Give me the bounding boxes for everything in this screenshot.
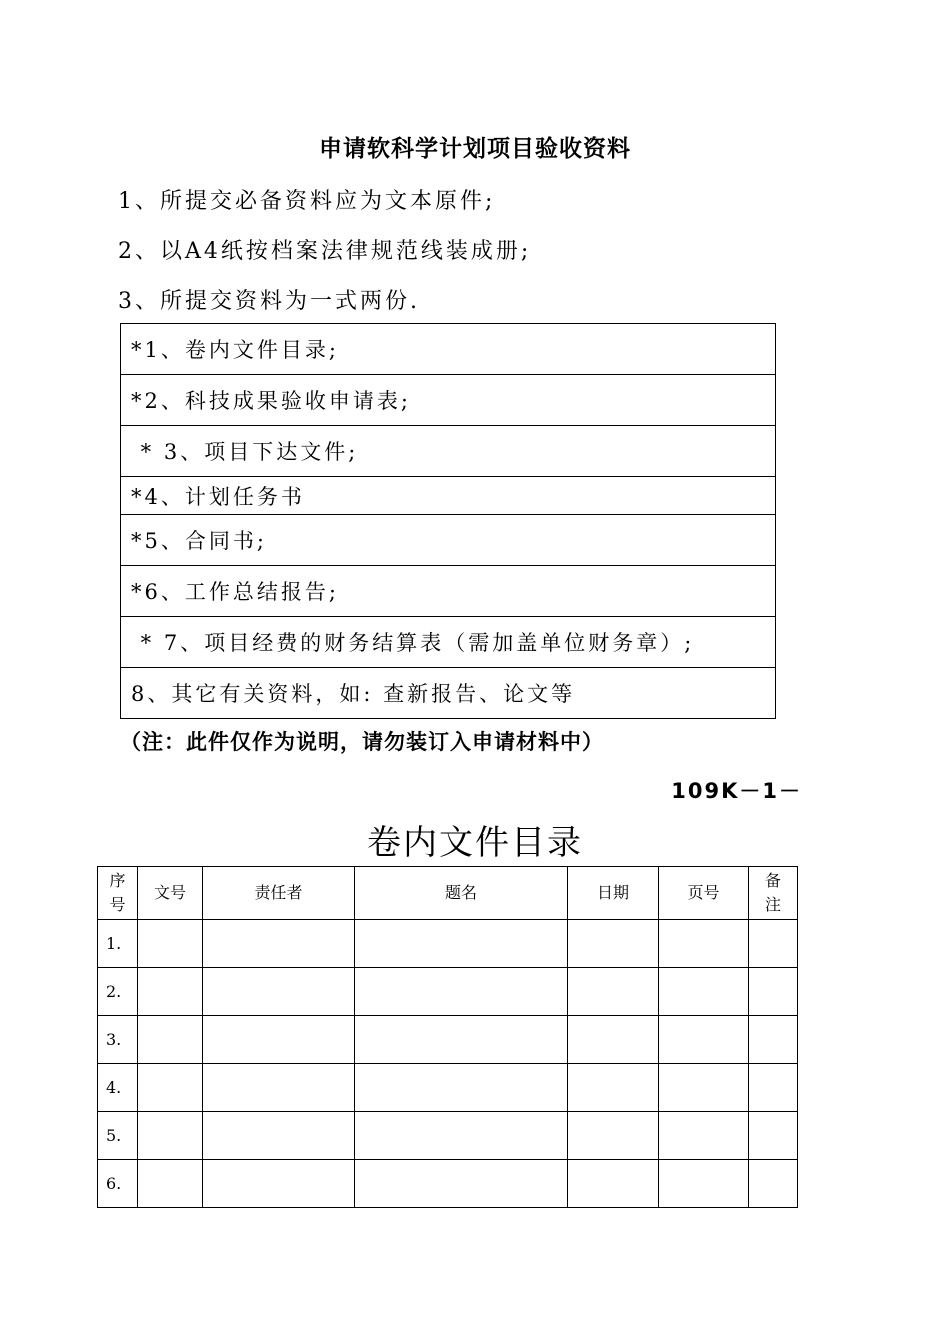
materials-checklist bbox=[120, 323, 776, 719]
checklist-row bbox=[121, 426, 776, 477]
cell-page[interactable] bbox=[659, 1112, 749, 1160]
cell-remarks[interactable] bbox=[749, 1064, 798, 1112]
header-serial: 序号 bbox=[98, 867, 138, 920]
cell-doc-number[interactable] bbox=[138, 1016, 203, 1064]
cell-date[interactable] bbox=[568, 1064, 659, 1112]
checklist-item: *6、工作总结报告; bbox=[121, 566, 776, 617]
cell-responsible[interactable] bbox=[203, 1064, 355, 1112]
cell-subject[interactable] bbox=[355, 920, 568, 968]
row-number: 2. bbox=[98, 968, 138, 1016]
table-row bbox=[98, 920, 798, 968]
table-row bbox=[98, 1160, 798, 1208]
header-doc-number: 文号 bbox=[138, 867, 203, 920]
checklist-item: * 3、项目下达文件; bbox=[121, 426, 776, 477]
cell-remarks[interactable] bbox=[749, 968, 798, 1016]
checklist-row bbox=[121, 324, 776, 375]
row-number: 4. bbox=[98, 1064, 138, 1112]
cell-subject[interactable] bbox=[355, 1160, 568, 1208]
cell-page[interactable] bbox=[659, 920, 749, 968]
table-row bbox=[98, 1016, 798, 1064]
catalog-title: 卷内文件目录 bbox=[367, 823, 583, 863]
checklist-item: *2、科技成果验收申请表; bbox=[121, 375, 776, 426]
cell-responsible[interactable] bbox=[203, 1016, 355, 1064]
row-number: 3. bbox=[98, 1016, 138, 1064]
cell-date[interactable] bbox=[568, 920, 659, 968]
table-row bbox=[98, 1064, 798, 1112]
cell-date[interactable] bbox=[568, 1112, 659, 1160]
checklist-row bbox=[121, 668, 776, 719]
document-title: 申请软科学计划项目验收资料 bbox=[319, 136, 631, 162]
cell-page[interactable] bbox=[659, 1064, 749, 1112]
cell-doc-number[interactable] bbox=[138, 920, 203, 968]
checklist-row bbox=[121, 375, 776, 426]
checklist-item: *5、合同书; bbox=[121, 515, 776, 566]
cell-responsible[interactable] bbox=[203, 968, 355, 1016]
table-header-row bbox=[98, 867, 798, 920]
cell-doc-number[interactable] bbox=[138, 1112, 203, 1160]
page-code: 109K－1－ bbox=[671, 779, 802, 803]
header-page: 页号 bbox=[659, 867, 749, 920]
header-subject: 题名 bbox=[355, 867, 568, 920]
cell-page[interactable] bbox=[659, 1016, 749, 1064]
header-date: 日期 bbox=[568, 867, 659, 920]
cell-doc-number[interactable] bbox=[138, 1160, 203, 1208]
row-number: 1. bbox=[98, 920, 138, 968]
cell-doc-number[interactable] bbox=[138, 968, 203, 1016]
cell-page[interactable] bbox=[659, 1160, 749, 1208]
checklist-row bbox=[121, 617, 776, 668]
table-row bbox=[98, 968, 798, 1016]
checklist-item: *4、计划任务书 bbox=[121, 477, 776, 515]
row-number: 6. bbox=[98, 1160, 138, 1208]
checklist-item: 8、其它有关资料，如: 查新报告、论文等 bbox=[121, 668, 776, 719]
cell-remarks[interactable] bbox=[749, 1016, 798, 1064]
header-responsible: 责任者 bbox=[203, 867, 355, 920]
cell-remarks[interactable] bbox=[749, 1160, 798, 1208]
cell-remarks[interactable] bbox=[749, 920, 798, 968]
cell-date[interactable] bbox=[568, 1160, 659, 1208]
cell-responsible[interactable] bbox=[203, 920, 355, 968]
cell-date[interactable] bbox=[568, 968, 659, 1016]
checklist-row bbox=[121, 477, 776, 515]
checklist-item: *1、卷内文件目录; bbox=[121, 324, 776, 375]
cell-subject[interactable] bbox=[355, 1016, 568, 1064]
checklist-item: * 7、项目经费的财务结算表（需加盖单位财务章）; bbox=[121, 617, 776, 668]
cell-subject[interactable] bbox=[355, 1112, 568, 1160]
intro-line-1: 1、所提交必备资料应为文本原件; bbox=[118, 189, 496, 214]
binding-note: （注：此件仅作为说明，请勿装订入申请材料中） bbox=[120, 730, 604, 754]
checklist-row bbox=[121, 515, 776, 566]
cell-remarks[interactable] bbox=[749, 1112, 798, 1160]
file-catalog-table bbox=[97, 866, 798, 1208]
cell-page[interactable] bbox=[659, 968, 749, 1016]
cell-responsible[interactable] bbox=[203, 1112, 355, 1160]
row-number: 5. bbox=[98, 1112, 138, 1160]
header-remarks: 备注 bbox=[749, 867, 798, 920]
intro-line-2: 2、以A4纸按档案法律规范线装成册; bbox=[118, 239, 532, 264]
cell-responsible[interactable] bbox=[203, 1160, 355, 1208]
checklist-row bbox=[121, 566, 776, 617]
table-row bbox=[98, 1112, 798, 1160]
cell-subject[interactable] bbox=[355, 968, 568, 1016]
intro-line-3: 3、所提交资料为一式两份. bbox=[118, 289, 420, 314]
cell-date[interactable] bbox=[568, 1016, 659, 1064]
cell-doc-number[interactable] bbox=[138, 1064, 203, 1112]
cell-subject[interactable] bbox=[355, 1064, 568, 1112]
